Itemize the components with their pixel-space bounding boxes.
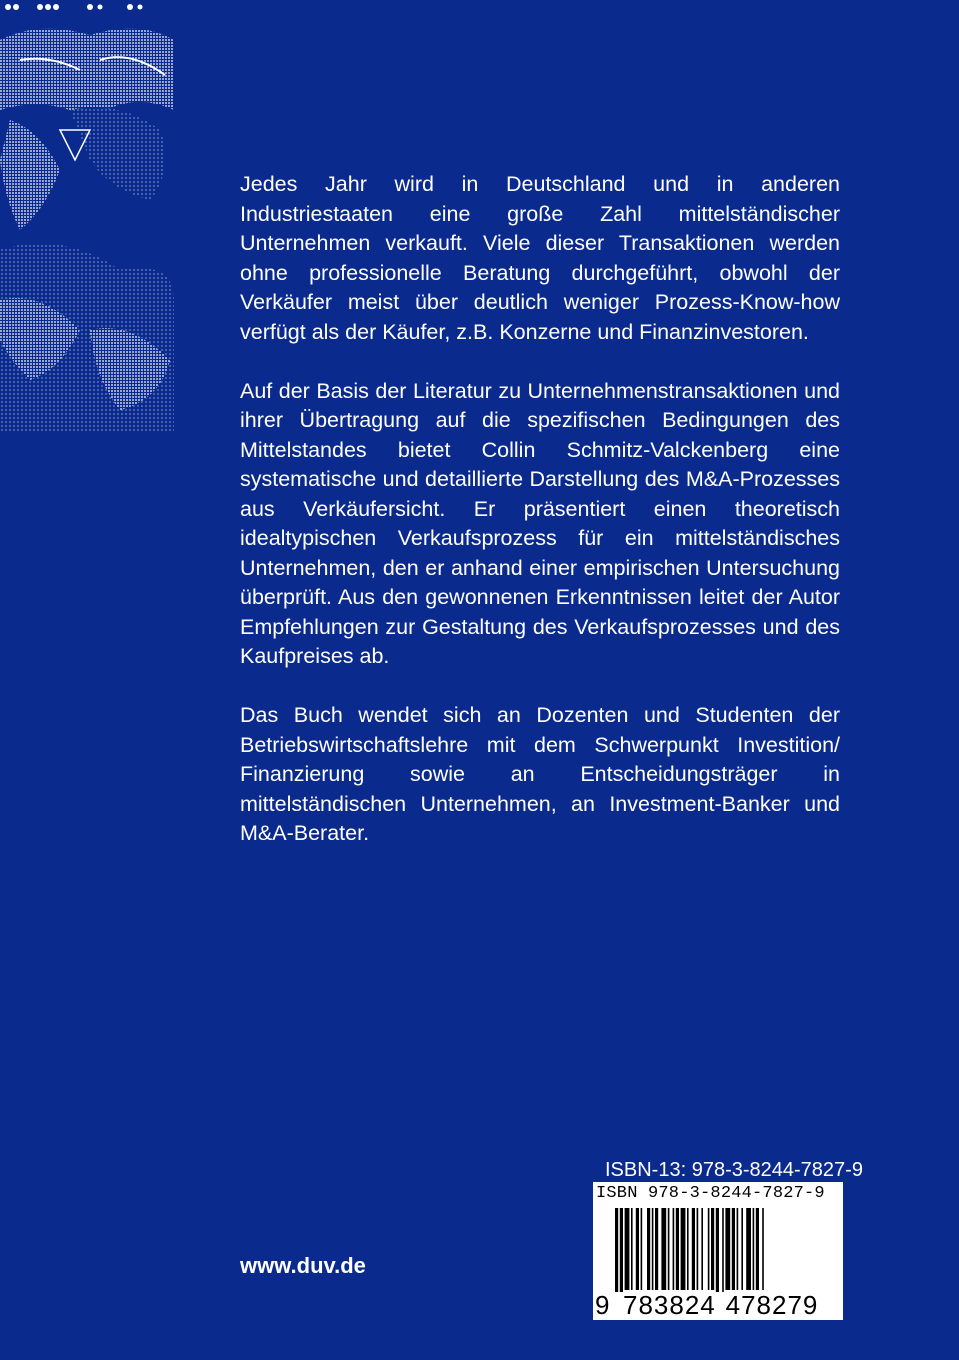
barcode-digits-right: 478279 (725, 1290, 819, 1320)
description-paragraph-2: Auf der Basis der Literatur zu Unternehmenstransaktionen und ihrer Übertragung auf die spezifischen Bedingungen des Mittelstandes bietet Collin Schmitz-Valckenberg eine systematische und detaillierte Darstellung des M&A-Prozesses aus Verkäufersicht. Er präsentiert einen theoretisch idealtypischen Verkaufsprozess für ein mittelständisches Unternehmen, den er anhand einer empirischen Untersuchung überprüft. Aus den gewonnenen Erkenntnissen leitet der Autor Empfehlungen zur Gestaltung des Verkaufsprozesses und des Kaufpreises ab. (240, 378, 840, 668)
cover-artwork (0, 0, 174, 432)
barcode-digits-left: 783824 (623, 1290, 716, 1320)
isbn-barcode (593, 1182, 843, 1320)
description-paragraph-1: Jedes Jahr wird in Deutschland und in anderen Industriestaaten eine große Zahl mittelständischer Unternehmen verkauft. Viele dieser Transaktionen werden ohne professionelle Beratung durchgeführt, obwohl der Verkäufer meist über deutlich weniger Prozess-Know-how verfügt als der Käufer, z.B. Konzerne und Finanzinvestoren. (240, 172, 840, 344)
barcode-header-text: ISBN 978-3-8244-7827-9 (596, 1184, 825, 1203)
world-map-graphic (0, 0, 174, 432)
description-paragraph-3: Das Buch wendet sich an Dozenten und Studenten der Betriebswirtschaftslehre mit dem Schwerpunkt Investition/ Finanzierung sowie an Entscheidungsträger in mittelständischen Unternehmen, an Investment-Banker und M&A-Berater. (240, 703, 840, 845)
barcode-digit-first: 9 (595, 1290, 610, 1320)
isbn-label: ISBN-13: 978-3-8244-7827-9 (605, 1159, 863, 1181)
publisher-url: www.duv.de (240, 1253, 366, 1278)
description-text (240, 170, 840, 878)
